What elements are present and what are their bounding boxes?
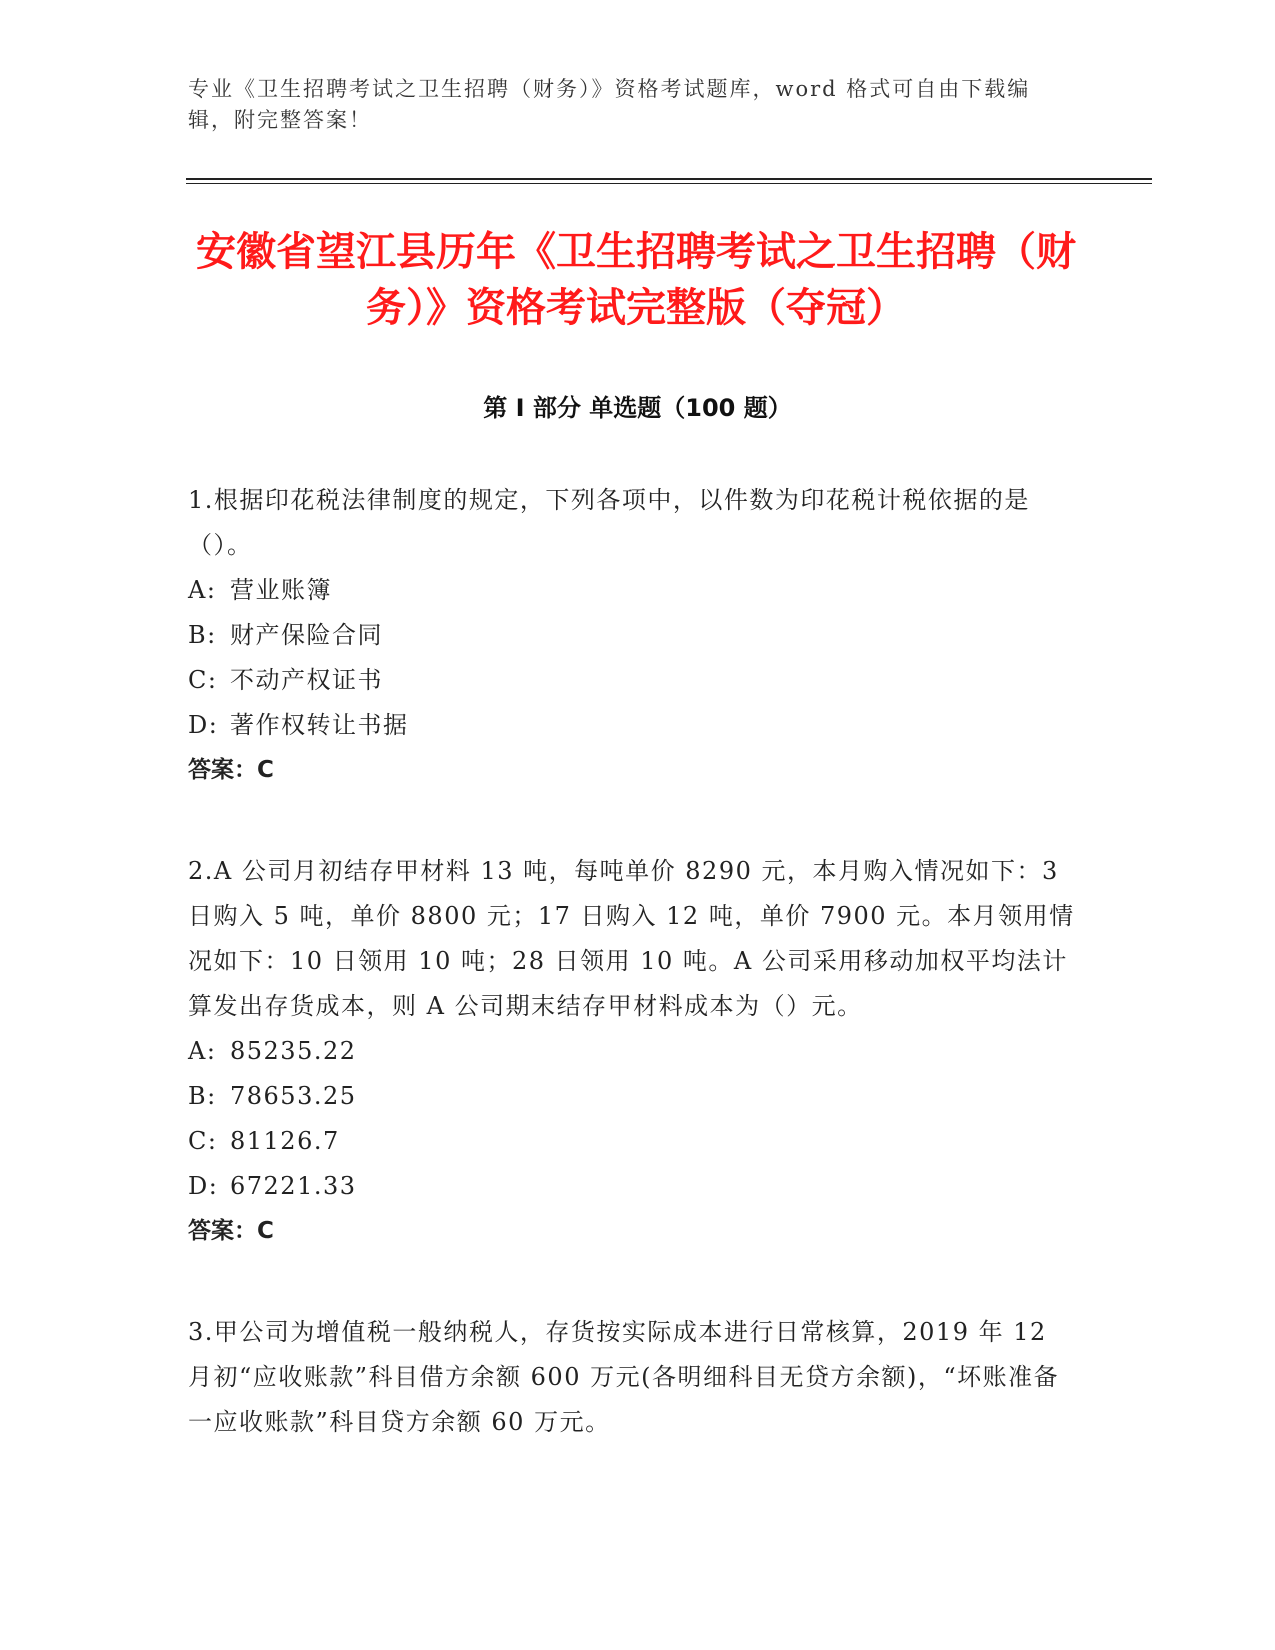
option-text: 著作权转让书据 <box>230 711 409 739</box>
question-1 <box>188 478 1078 793</box>
option-b <box>188 613 1078 658</box>
document-title: 安徽省望江县历年《卫生招聘考试之卫生招聘（财务）》资格考试完整版（夺冠） <box>196 229 1076 331</box>
option-label: C: <box>188 666 218 694</box>
option-a <box>188 1029 1078 1074</box>
section-heading: 第 I 部分 单选题（100 题） <box>483 394 792 422</box>
option-label: B: <box>188 621 217 649</box>
option-label: C: <box>188 1127 218 1155</box>
question-3 <box>188 1310 1078 1445</box>
option-text: 67221.33 <box>230 1172 357 1200</box>
option-text: 78653.25 <box>230 1082 357 1110</box>
header-divider-thin <box>186 183 1152 184</box>
option-c <box>188 658 1078 703</box>
question-stem: 3.甲公司为增值税一般纳税人，存货按实际成本进行日常核算，2019 年 12 月初“应收账款”科目借方余额 600 万元(各明细科目无贷方余额)，“坏账准备一应收账款”科目贷方余额 60 万元。 <box>188 1318 1060 1436</box>
option-c <box>188 1119 1078 1164</box>
option-label: A: <box>188 576 217 604</box>
answer: 答案：C <box>188 757 274 783</box>
option-d <box>188 1164 1078 1209</box>
option-label: A: <box>188 1037 217 1065</box>
option-text: 85235.22 <box>230 1037 357 1065</box>
option-text: 财产保险合同 <box>230 621 383 649</box>
question-list <box>188 478 1078 1501</box>
option-label: B: <box>188 1082 217 1110</box>
option-text: 营业账簿 <box>230 576 332 604</box>
answer: 答案：C <box>188 1218 274 1244</box>
option-d <box>188 703 1078 748</box>
question-2 <box>188 849 1078 1254</box>
question-stem: 2.A 公司月初结存甲材料 13 吨，每吨单价 8290 元，本月购入情况如下：3 日购入 5 吨，单价 8800 元；17 日购入 12 吨，单价 7900 元。本月领用情况如下：10 日领用 10 吨；28 日领用 10 吨。A 公司采用移动加权平均法计算发出存货成本，则 A 公司期末结存甲材料成本为（）元。 <box>188 857 1075 1020</box>
option-a <box>188 568 1078 613</box>
option-b <box>188 1074 1078 1119</box>
header-intro: 专业《卫生招聘考试之卫生招聘（财务）》资格考试题库，word 格式可自由下载编辑，附完整答案！ <box>188 77 1031 132</box>
option-text: 不动产权证书 <box>230 666 383 694</box>
option-text: 81126.7 <box>230 1127 340 1155</box>
option-label: D: <box>188 711 219 739</box>
option-label: D: <box>188 1172 219 1200</box>
question-stem: 1.根据印花税法律制度的规定，下列各项中，以件数为印花税计税依据的是（）。 <box>188 486 1030 559</box>
header-divider-thick <box>186 178 1152 180</box>
